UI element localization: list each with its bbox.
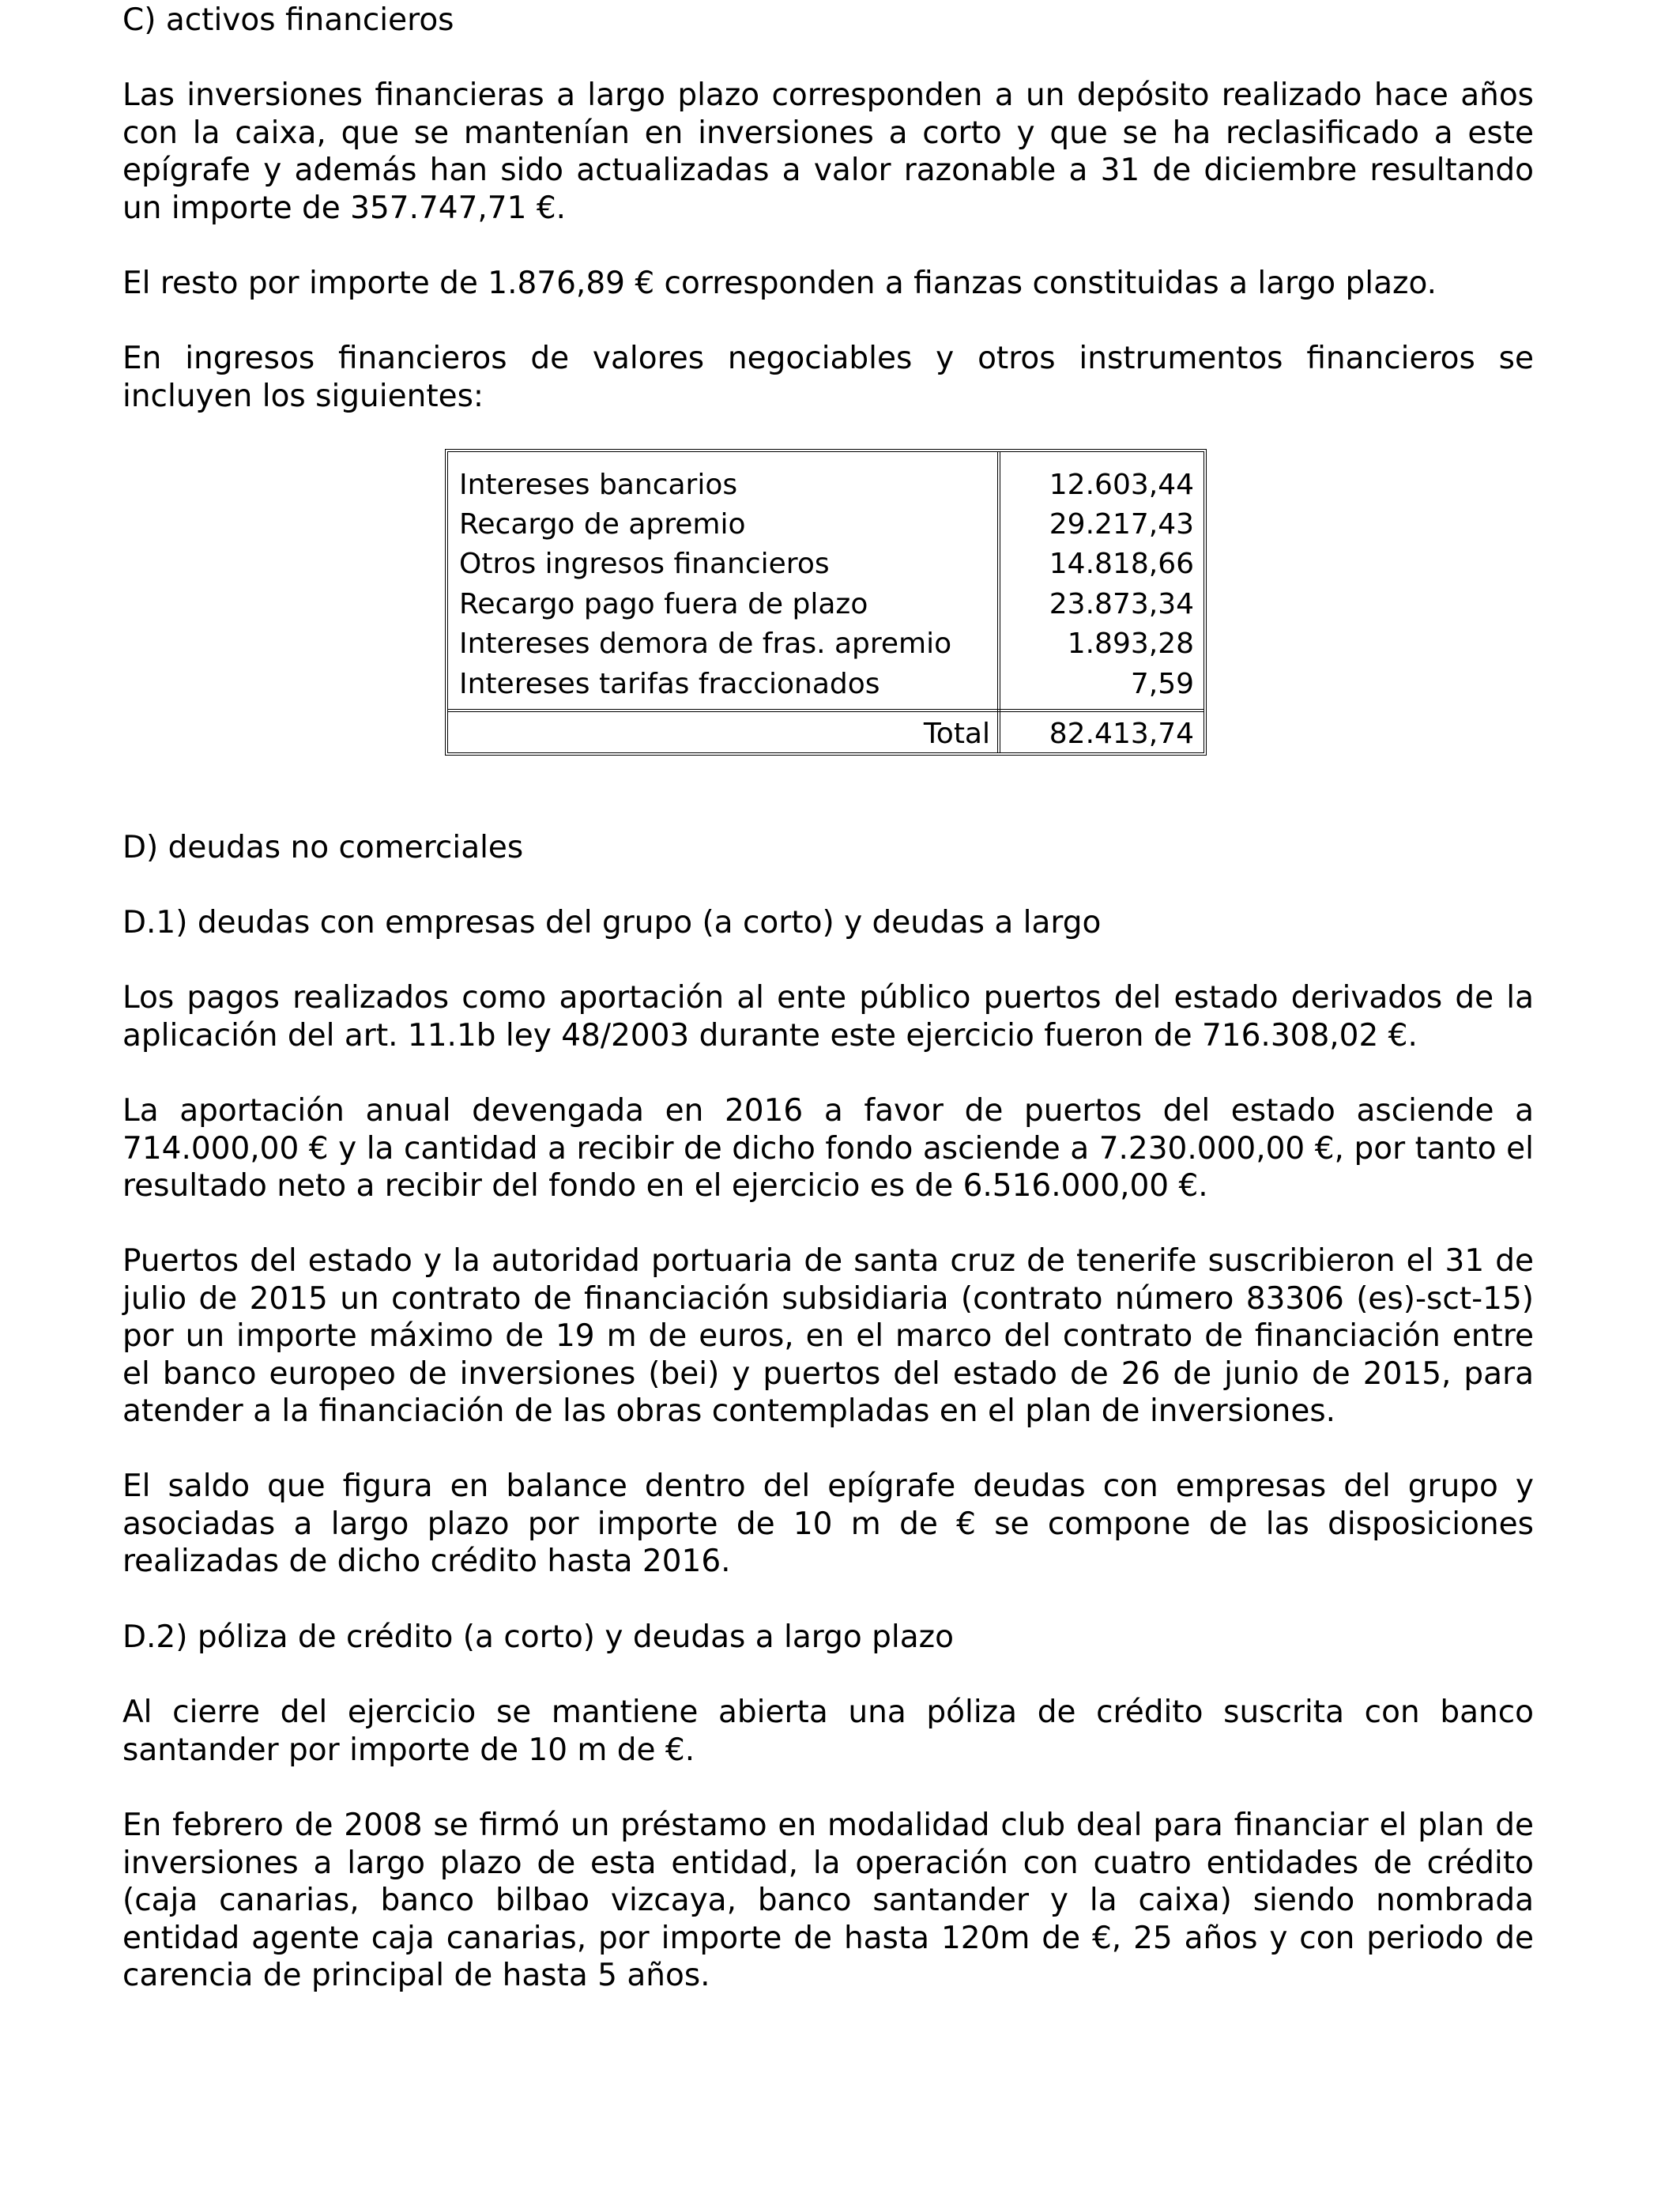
section-d-heading: D) deudas no comerciales — [122, 830, 524, 865]
row-label: Intereses bancarios — [459, 469, 738, 501]
row-label: Intereses tarifas fraccionados — [459, 668, 880, 700]
table-row — [448, 545, 1203, 584]
section-c-paragraph-2: El resto por importe de 1.876,89 € corresponden a fianzas constituidas a largo plazo. — [122, 266, 1437, 301]
table-row — [448, 585, 1203, 624]
total-label: Total — [923, 718, 990, 750]
section-d1-paragraph-3: Puertos del estado y la autoridad portuaria de santa cruz de tenerife suscribieron el 31 de julio de 2015 un contrato de financiación subsidiaria (contrato número 83306 (es)-sct-15) por un importe máximo de 19 m de euros, en el marco del contrato de financiación entre el banco europeo de inversiones (bei) y puertos del estado de 26 de junio de 2015, para atender a la financiación de las obras contempladas en el plan de inversiones. — [122, 1243, 1534, 1429]
row-value: 1.893,28 — [1067, 628, 1194, 660]
section-d1-paragraph-4: El saldo que figura en balance dentro del epígrafe deudas con empresas del grupo y asociadas a largo plazo por importe de 10 m de € se compone de las disposiciones realizadas de dicho crédito hasta 2016. — [122, 1468, 1534, 1579]
section-d2-heading: D.2) póliza de crédito (a corto) y deudas a largo plazo — [122, 1619, 954, 1655]
row-label: Recargo pago fuera de plazo — [459, 588, 868, 620]
total-value: 82.413,74 — [1049, 718, 1194, 750]
row-label: Otros ingresos financieros — [459, 548, 830, 580]
table-total-divider — [448, 709, 1203, 712]
section-d2-paragraph-1: Al cierre del ejercicio se mantiene abierta una póliza de crédito suscrita con banco santander por importe de 10 m de €. — [122, 1695, 1534, 1768]
table-row — [448, 466, 1203, 505]
section-d1-heading: D.1) deudas con empresas del grupo (a corto) y deudas a largo — [122, 905, 1102, 941]
table-row — [448, 665, 1203, 704]
section-c-heading: C) activos financieros — [122, 2, 454, 38]
table-row — [448, 624, 1203, 664]
table-total-row — [448, 714, 1203, 754]
financial-income-table — [445, 449, 1207, 756]
section-d1-paragraph-1: Los pagos realizados como aportación al ente público puertos del estado derivados de la aplicación del art. 11.1b ley 48/2003 durante este ejercicio fueron de 716.308,02 €. — [122, 980, 1534, 1054]
row-value: 29.217,43 — [1049, 508, 1194, 541]
row-value: 23.873,34 — [1049, 588, 1194, 620]
row-value: 7,59 — [1130, 668, 1194, 700]
section-d1-paragraph-2: La aportación anual devengada en 2016 a favor de puertos del estado asciende a 714.000,00 € y la cantidad a recibir de dicho fondo asciende a 7.230.000,00 €, por tanto el resultado neto a recibir del fondo en el ejercicio es de 6.516.000,00 €. — [122, 1093, 1534, 1204]
row-label: Recargo de apremio — [459, 508, 746, 541]
section-d2-paragraph-2: En febrero de 2008 se firmó un préstamo en modalidad club deal para financiar el plan de inversiones a largo plazo de esta entidad, la operación con cuatro entidades de crédito (caja canarias, banco bilbao vizcaya, banco santander y la caixa) siendo nombrada entidad agente caja canarias, por importe de hasta 120m de €, 25 años y con periodo de carencia de principal de hasta 5 años. — [122, 1808, 1534, 1993]
row-label: Intereses demora de fras. apremio — [459, 628, 952, 660]
section-c-paragraph-3: En ingresos financieros de valores negociables y otros instrumentos financieros se incluyen los siguientes: — [122, 341, 1534, 414]
row-value: 12.603,44 — [1049, 469, 1194, 501]
row-value: 14.818,66 — [1049, 548, 1194, 580]
section-c-paragraph-1: Las inversiones financieras a largo plazo corresponden a un depósito realizado hace años con la caixa, que se mantenían en inversiones a corto y que se ha reclasificado a este epígrafe y además han sido actualizadas a valor razonable a 31 de diciembre resultando un importe de 357.747,71 €. — [122, 77, 1534, 226]
table-row — [448, 505, 1203, 545]
